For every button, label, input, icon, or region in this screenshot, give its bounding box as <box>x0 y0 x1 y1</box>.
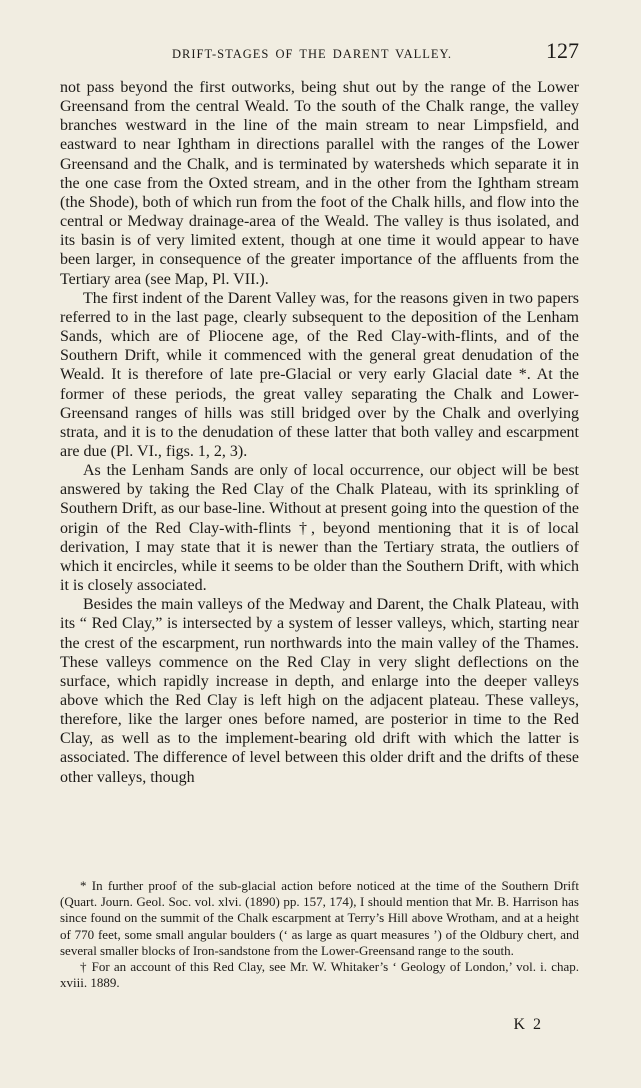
body-text <box>60 78 579 787</box>
paragraph: Besides the main valleys of the Medway and Darent, the Chalk Plateau, with its “ Red Clay,” is intersected by a system of lesser valleys, which, starting near the crest of the escarpment, run northwards into the main valley of the Thames. These valleys commence on the Red Clay in very slight deflections on the surface, which rapidly increase in depth, and enlarge into the deeper valleys above which the Red Clay is left high on the adjacent plateau. These valleys, therefore, like the larger ones before named, are posterior in time to the Red Clay, as well as to the implement-bearing old drift with which the latter is associated. The difference of level between this older drift and the drifts of these other valleys, though <box>60 596 579 786</box>
footnotes <box>60 878 579 991</box>
footnote: † For an account of this Red Clay, see Mr. W. Whitaker’s ‘ Geology of London,’ vol. i. chap. xviii. 1889. <box>60 959 579 991</box>
signature-mark: K 2 <box>513 1016 543 1033</box>
paragraph: The first indent of the Darent Valley was, for the reasons given in two papers referred to in the last page, clearly subsequent to the deposition of the Lenham Sands, which are of Pliocene age, of the Red Clay-with-flints, and of the Southern Drift, while it commenced with the general great denudation of the Weald. It is therefore of late pre-Glacial or very early Glacial date *. At the former of these periods, the great valley separating the Chalk and Lower-Greensand ranges of hills was still bridged over by the Chalk and overlying strata, and it is to the denudation of these latter that both valley and escarpment are due (Pl. VI., figs. 1, 2, 3). <box>60 289 579 460</box>
footnote: * In further proof of the sub-glacial action before noticed at the time of the Southern Drift (Quart. Journ. Geol. Soc. vol. xlvi. (1890) pp. 157, 174), I should mention that Mr. B. Harrison has since found on the summit of the Chalk escarpment at Terry’s Hill above Wrotham, and at a height of 770 feet, some small angular boulders (‘ as large as quart measures ’) of the Oldbury chert, and several smaller blocks of Iron-sandstone from the Lower-Greensand range to the south. <box>60 878 579 958</box>
paragraph: As the Lenham Sands are only of local occurrence, our object will be best answered by taking the Red Clay of the Chalk Plateau, with its sprinkling of Southern Drift, as our base-line. Without at present going into the question of the origin of the Red Clay-with-flints †, beyond mentioning that it is of local derivation, I may state that it is newer than the Tertiary strata, the outliers of which it encircles, while it seems to be older than the Southern Drift, with which it is closely associated. <box>60 462 579 595</box>
page-header <box>60 38 579 66</box>
page-number: 127 <box>546 38 579 63</box>
paragraph: not pass beyond the first outworks, being shut out by the range of the Lower Greensand from the central Weald. To the south of the Chalk range, the valley branches westward in the line of the main stream to near Limpsfield, and eastward to near Ightham in directions parallel with the ranges of the Lower Greensand and the Chalk, and is terminated by watersheds which separate it in the one case from the Oxted stream, and in the other from the Ightham stream (the Shode), both of which run from the foot of the Chalk hills, and flow into the central or Medway drainage-area of the Weald. The valley is thus isolated, and its basin is of very limited extent, though at one time it would appear to have been larger, in consequence of the greater importance of the affluents from the Tertiary area (see Map, Pl. VII.). <box>60 79 579 288</box>
running-title: DRIFT-STAGES OF THE DARENT VALLEY. <box>172 47 453 61</box>
